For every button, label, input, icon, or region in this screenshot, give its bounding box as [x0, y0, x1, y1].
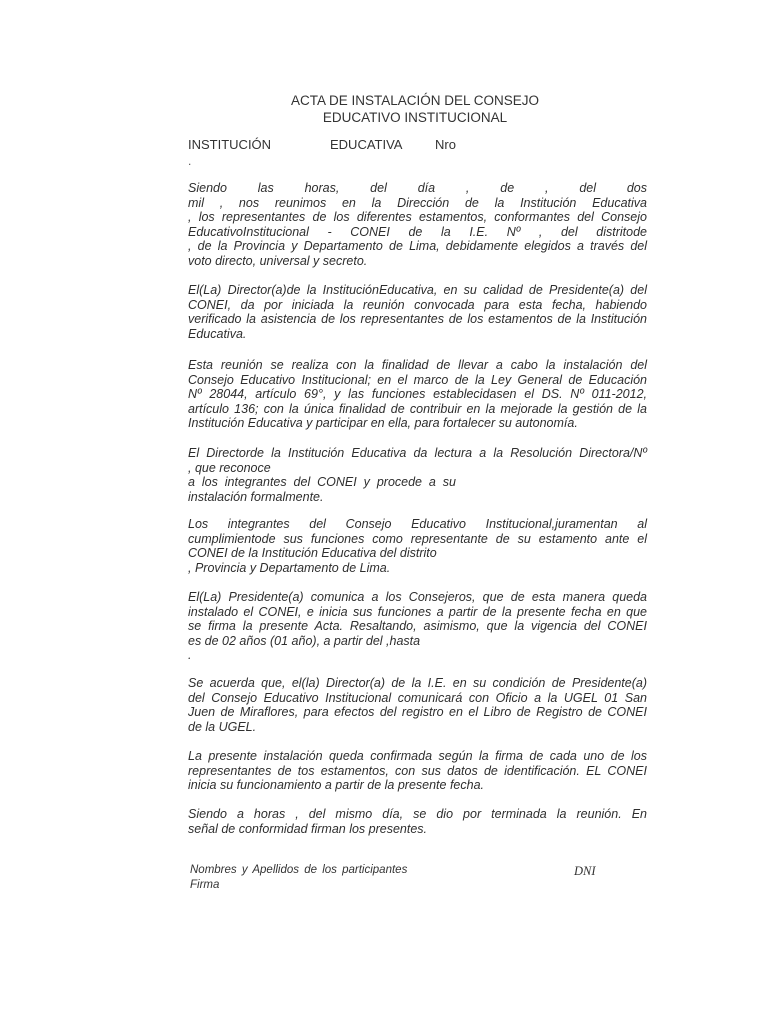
footer-dni: DNI: [574, 864, 596, 878]
paragraph-line: Esta reunión se realiza con la finalidad de llevar a cabo la instalación del: [188, 358, 647, 372]
paragraph-6: [188, 590, 647, 663]
paragraph-line: voto directo, universal y secreto.: [188, 253, 368, 268]
document-title-line-2: EDUCATIVO INSTITUCIONAL: [322, 110, 508, 125]
paragraph-line: Se acuerda que, el(la) Director(a) de la I.E. en su condición de Presidente(a): [188, 676, 647, 690]
paragraph-7: [188, 676, 647, 734]
paragraph-3: [188, 358, 647, 431]
paragraph-line: Nº 28044, artículo 69°, y las funciones establecidasen el DS. Nº 011-2012,: [188, 387, 647, 401]
paragraph-line: artículo 136; con la única finalidad de contribuir en la mejorade la gestión de la: [188, 401, 647, 416]
paragraph-9: [188, 807, 647, 836]
paragraph-line: inicia su funcionamiento a partir de la presente fecha.: [188, 778, 485, 792]
paragraph-line: Juen de Miraflores, para efectos del registro en el Libro de Registro de CONEI: [188, 705, 647, 719]
paragraph-line: EducativoInstitucional - CONEI de la I.E. Nº , del distritode: [188, 224, 647, 239]
paragraph-4: [188, 446, 647, 504]
paragraph-line: cumplimientode sus funciones como representante de su estamento ante el: [188, 531, 647, 546]
header-nro: Nro: [435, 137, 456, 152]
paragraph-line: del Consejo Educativo Institucional comunicará con Oficio a la UGEL 01 San: [188, 690, 647, 705]
paragraph-line: El Directorde la Institución Educativa da lectura a la Resolución Directora/Nº: [188, 446, 647, 460]
paragraph-line: , de la Provincia y Departamento de Lima, debidamente elegidos a través del: [188, 239, 647, 253]
paragraph-1: [188, 181, 647, 268]
paragraph-line: El(La) Presidente(a) comunica a los Consejeros, que de esta manera queda: [188, 590, 647, 604]
paragraph-line: instalación formalmente.: [188, 489, 324, 504]
paragraph-line: señal de conformidad firman los presentes.: [188, 821, 428, 836]
paragraph-line: Consejo Educativo Institucional; en el marco de la Ley General de Educación: [188, 372, 647, 387]
paragraph-line: mil , nos reunimos en la Dirección de la Institución Educativa: [188, 195, 647, 210]
paragraph-line: se firma la presente Acta. Resaltando, asimismo, que la vigencia del CONEI: [188, 619, 647, 633]
paragraph-5: [188, 517, 647, 575]
footer-nombres-apellidos: Nombres y Apellidos de los participantes: [190, 864, 408, 876]
paragraph-line: instalado el CONEI, e inicia sus funciones a partir de la presente fecha en que: [188, 604, 647, 619]
paragraph-line: , los representantes de los diferentes estamentos, conformantes del Consejo: [188, 210, 647, 224]
document-title-line-1: ACTA DE INSTALACIÓN DEL CONSEJO: [290, 93, 540, 108]
paragraph-line: Educativa.: [188, 326, 247, 341]
header-educativa: EDUCATIVA: [330, 137, 403, 152]
header-dot: .: [188, 154, 192, 168]
paragraph-line: verificado la asistencia de los representantes de los estamentos de la Institución: [188, 312, 647, 326]
paragraph-line: de la UGEL.: [188, 719, 257, 734]
paragraph-line: Siendo a horas , del mismo día, se dio por terminada la reunión. En: [188, 807, 647, 821]
paragraph-line: , que reconoce: [188, 460, 271, 475]
paragraph-8: [188, 749, 647, 793]
paragraph-line: representantes de tos estamentos, con sus datos de identificación. EL CONEI: [188, 763, 647, 778]
footer-firma: Firma: [190, 879, 220, 891]
paragraph-line: , Provincia y Departamento de Lima.: [188, 560, 391, 575]
header-institucion: INSTITUCIÓN: [188, 137, 272, 152]
paragraph-line: Siendo las horas, del día , de , del dos: [188, 181, 647, 195]
paragraph-line: CONEI, da por iniciada la reunión convocada para esta fecha, habiendo: [188, 297, 647, 312]
paragraph-line: Institución Educativa y participar en ella, para fortalecer su autonomía.: [188, 416, 578, 430]
paragraph-line: es de 02 años (01 año), a partir del ,hasta: [188, 633, 421, 648]
paragraph-line: .: [188, 648, 192, 662]
paragraph-line: La presente instalación queda confirmada según la firma de cada uno de los: [188, 749, 647, 763]
paragraph-line: El(La) Director(a)de la InstituciónEducativa, en su calidad de Presidente(a) del: [188, 283, 647, 297]
paragraph-line: CONEI de la Institución Educativa del distrito: [188, 546, 437, 560]
paragraph-line: Los integrantes del Consejo Educativo Institucional,juramentan al: [188, 517, 647, 531]
paragraph-2: [188, 283, 647, 341]
paragraph-line: a los integrantes del CONEI y procede a su: [188, 475, 456, 489]
